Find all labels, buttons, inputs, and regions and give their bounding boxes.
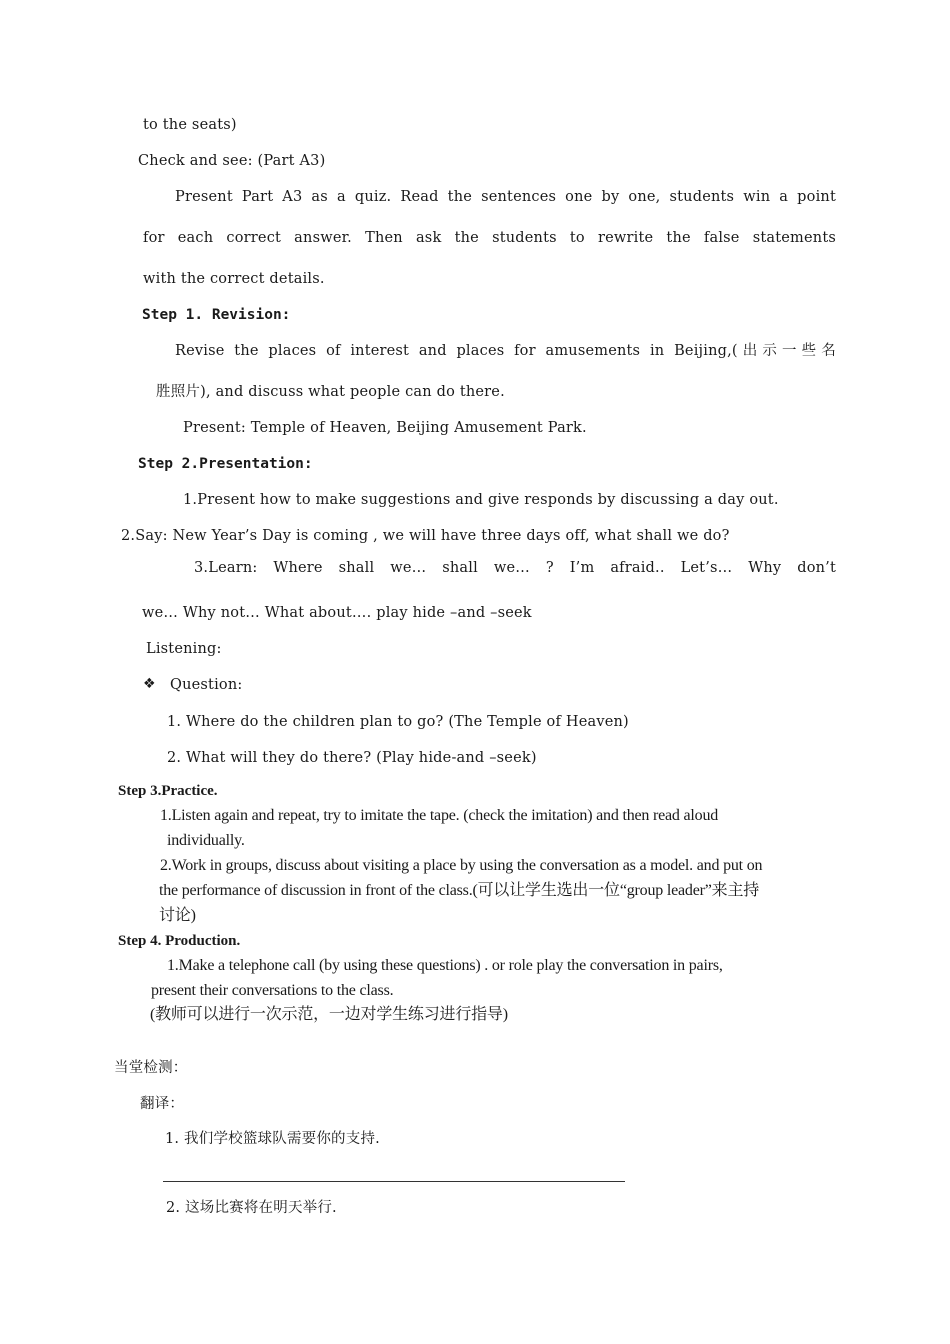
text-line: for each correct answer. Then ask the students to rewrite the false statements bbox=[143, 230, 836, 246]
section-label: 翻译： bbox=[140, 1096, 185, 1112]
text-line: Revise the places of interest and places for amusements in Beijing,(出示一些名 bbox=[175, 343, 836, 359]
text-line: present their conversations to the class. bbox=[151, 982, 394, 999]
text-line: 2.Say: New Year’s Day is coming , we will have three days off, what shall we do? bbox=[121, 528, 730, 544]
text-line: to the seats) bbox=[143, 117, 237, 133]
text-line: individually. bbox=[167, 832, 245, 849]
text-line: 1.Listen again and repeat, try to imitate the tape. (check the imitation) and then read aloud bbox=[160, 807, 719, 824]
step-heading: Step 2.Presentation: bbox=[138, 456, 313, 472]
text-line: 胜照片), and discuss what people can do there. bbox=[156, 384, 505, 400]
step-heading: Step 3.Practice. bbox=[118, 783, 218, 799]
text-line: Present: Temple of Heaven, Beijing Amusement Park. bbox=[183, 420, 587, 436]
text-line: 2. What will they do there? (Play hide-and –seek) bbox=[167, 750, 537, 766]
text-line: 3.Learn: Where shall we… shall we… ? I’m afraid.. Let’s… Why don’t bbox=[194, 560, 836, 576]
text-line: we… Why not… What about…. play hide –and –seek bbox=[142, 605, 532, 621]
exercise-item: 1. 我们学校篮球队需要你的支持. bbox=[165, 1131, 380, 1147]
text-line: 2.Work in groups, discuss about visiting a place by using the conversation as a model. and put on bbox=[160, 857, 763, 874]
text-line: (教师可以进行一次示范，一边对学生练习进行指导) bbox=[150, 1006, 508, 1023]
text-line: Present Part A3 as a quiz. Read the sentences one by one, students win a point bbox=[175, 189, 836, 205]
text-line: the performance of discussion in front of the class.(可以让学生选出一位“group leader”来主持 bbox=[159, 882, 760, 899]
text-line: 1.Present how to make suggestions and give responds by discussing a day out. bbox=[183, 492, 779, 508]
text-line: Check and see: (Part A3) bbox=[138, 153, 326, 169]
text-line: 1.Make a telephone call (by using these questions) . or role play the conversation in pairs, bbox=[167, 957, 723, 974]
step-heading: Step 4. Production. bbox=[118, 933, 241, 949]
text-line: Question: bbox=[170, 677, 243, 693]
answer-line bbox=[163, 1181, 625, 1182]
text-line: 1. Where do the children plan to go? (The Temple of Heaven) bbox=[167, 714, 629, 730]
text-line: with the correct details. bbox=[143, 271, 325, 287]
step-heading: Step 1. Revision: bbox=[142, 307, 291, 323]
exercise-item: 2. 这场比赛将在明天举行. bbox=[166, 1200, 337, 1216]
section-label: Listening: bbox=[146, 641, 222, 657]
bullet-icon: ❖ bbox=[143, 676, 156, 692]
text-line: 讨论) bbox=[159, 907, 196, 924]
section-title: 当堂检测： bbox=[114, 1060, 188, 1076]
